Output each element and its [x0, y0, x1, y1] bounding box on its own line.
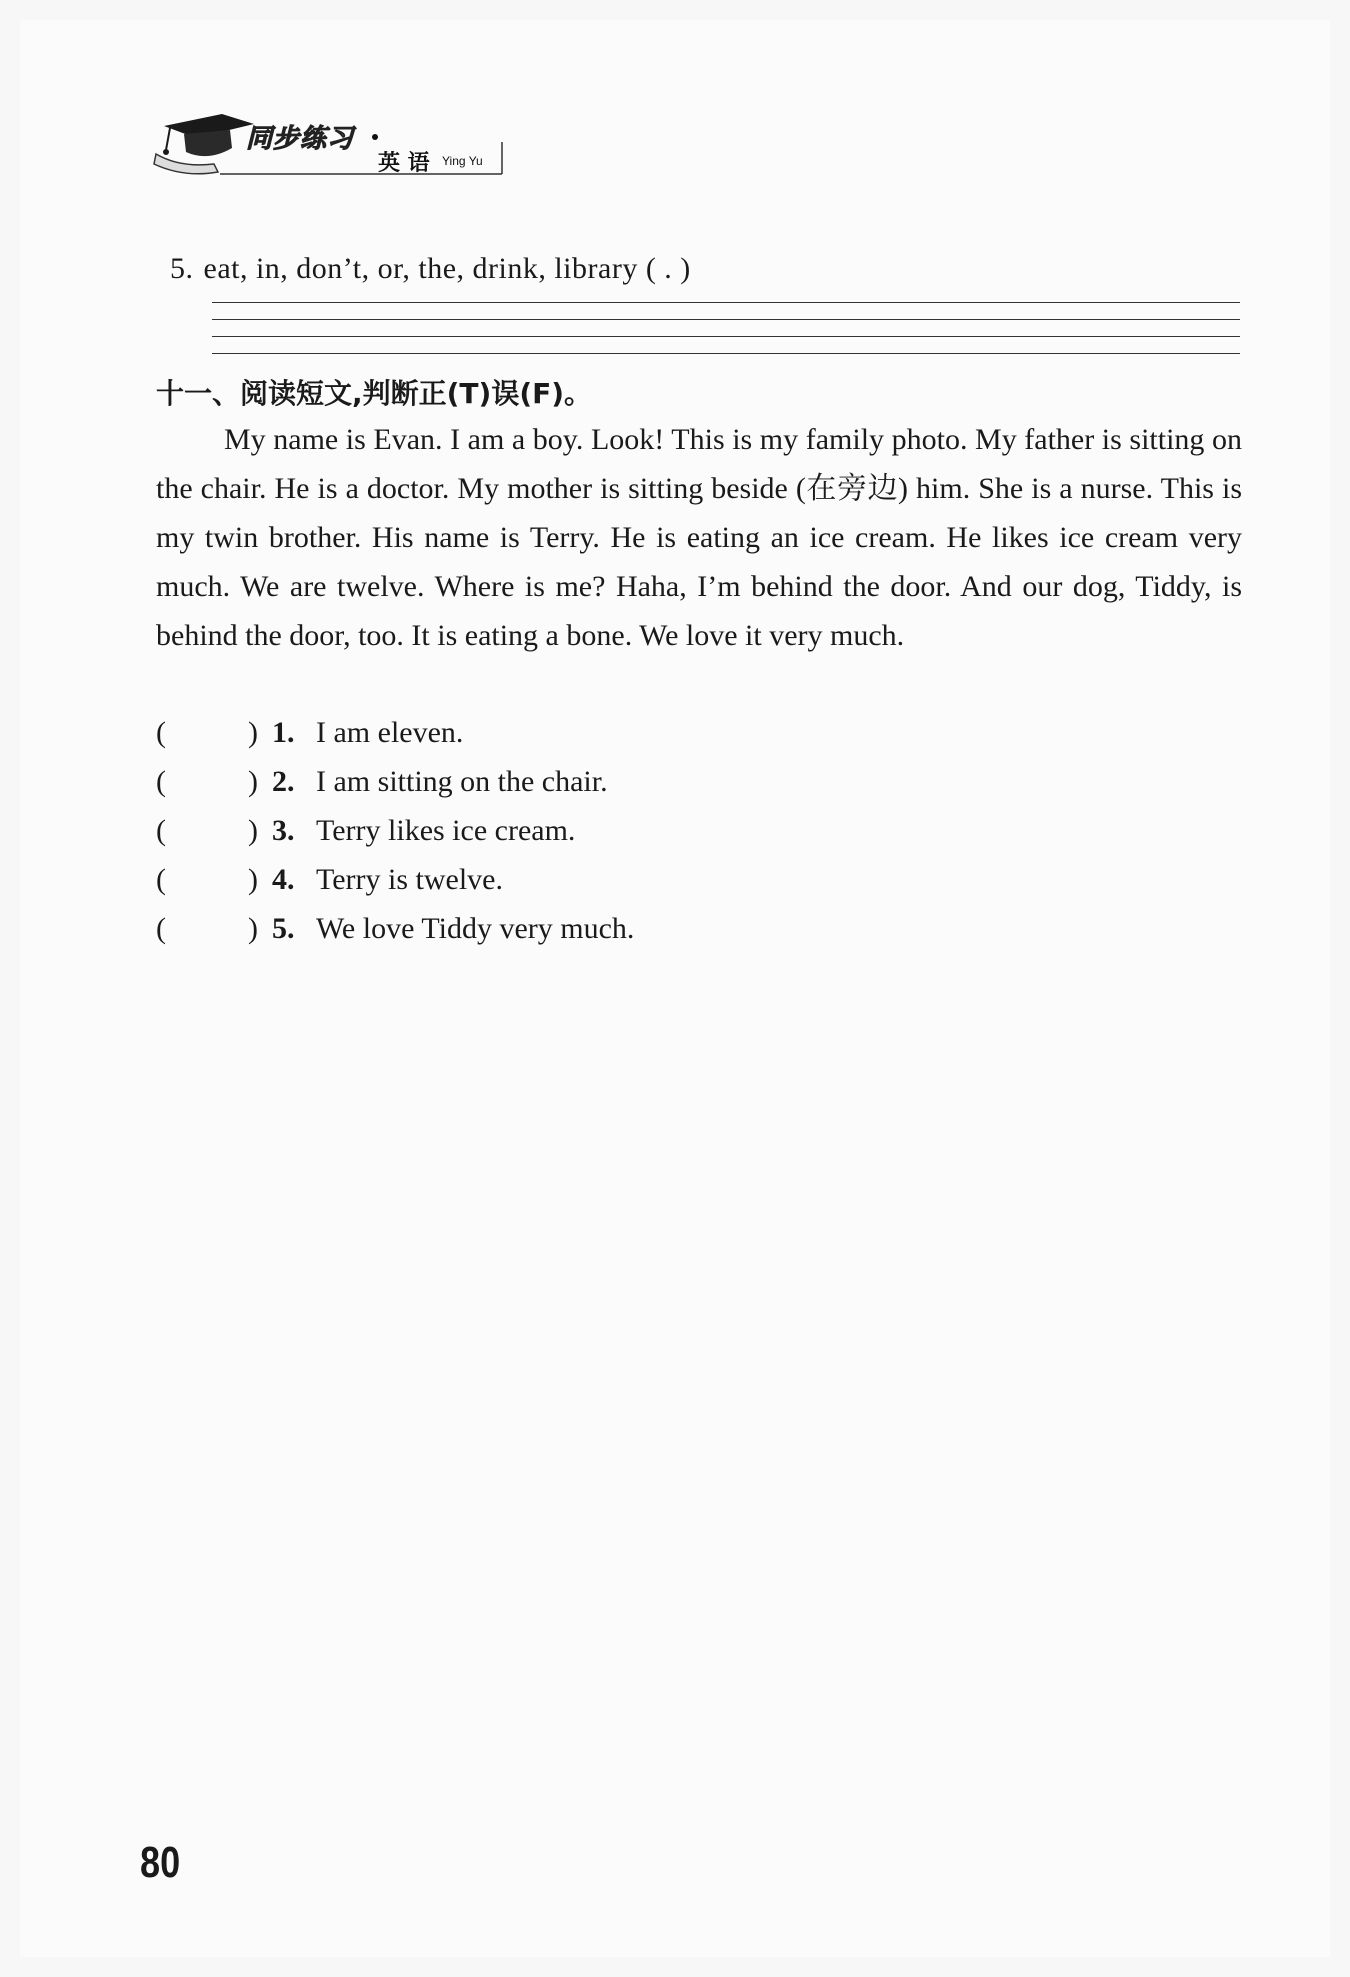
question-number: 1.	[272, 716, 295, 749]
answer-line	[212, 336, 1240, 353]
answer-bracket[interactable]: ( )	[156, 765, 258, 798]
question-5-words: eat, in, don’t, or, the, drink, library ( . )	[203, 252, 691, 285]
question-text: I am sitting on the chair.	[316, 765, 608, 798]
list-item	[156, 904, 1056, 953]
answer-bracket[interactable]: ( )	[156, 863, 258, 896]
question-number: 4.	[272, 863, 295, 896]
logo-title: 同步练习	[246, 124, 355, 154]
answer-line	[212, 302, 1240, 319]
question-text: I am eleven.	[316, 716, 464, 749]
answer-bracket[interactable]: ( )	[156, 912, 258, 945]
question-number: 3.	[272, 814, 295, 847]
subject-pinyin: Ying Yu	[442, 154, 483, 168]
list-item	[156, 855, 1056, 904]
question-text: Terry likes ice cream.	[316, 814, 576, 847]
logo-dot	[372, 134, 378, 140]
question-list	[156, 708, 1056, 953]
question-text: Terry is twelve.	[316, 863, 504, 896]
question-number: 2.	[272, 765, 295, 798]
answer-line	[212, 353, 1240, 370]
list-item	[156, 708, 1056, 757]
question-5-number: 5.	[170, 252, 194, 285]
header-logo	[150, 108, 510, 188]
page	[20, 20, 1330, 1957]
answer-bracket[interactable]: ( )	[156, 814, 258, 847]
question-number: 5.	[272, 912, 295, 945]
question-5	[170, 252, 691, 286]
answer-lines	[212, 302, 1240, 370]
reading-passage: My name is Evan. I am a boy. Look! This is my family photo. My father is sitting on the chair. He is a doctor. My mother is sitting beside (在旁边) him. She is a nurse. This is my twin brother. His name is Terry. He is eating an ice cream. He likes ice cream very much. We are twelve. Where is me? Haha, I’m behind the door. And our dog, Tiddy, is behind the door, too. It is eating a bone. We love it very much.	[156, 423, 1242, 652]
page-number: 80	[140, 1838, 181, 1887]
list-item	[156, 757, 1056, 806]
answer-bracket[interactable]: ( )	[156, 716, 258, 749]
list-item	[156, 806, 1056, 855]
question-text: We love Tiddy very much.	[316, 912, 635, 945]
subject-label: 英 语	[378, 151, 430, 176]
answer-line	[212, 319, 1240, 336]
section-title: 十一、阅读短文,判断正(T)误(F)。	[156, 377, 593, 410]
